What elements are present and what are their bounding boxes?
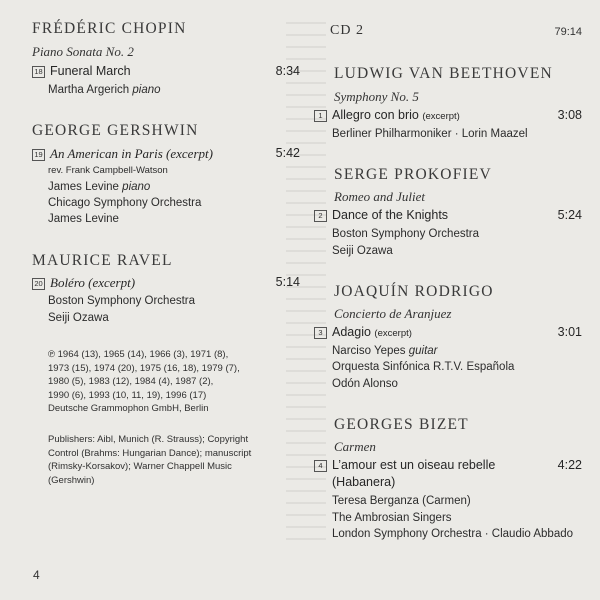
- performer: Orquesta Sinfónica R.T.V. Española: [332, 361, 515, 373]
- performer: James Levine piano: [48, 181, 151, 193]
- copyright-notice: ℗ 1964 (13), 1965 (14), 1966 (3), 1971 (8), 1973 (15), 1974 (20), 1975 (16, 18), 1979 (7), 1980 (5), 1983 (12), 1984 (4), 1987 (2), 1990 (6), 1993 (10, 11, 19), 1996 (17) Deutsche Grammophon GmbH, Berlin: [48, 349, 240, 415]
- track-qualifier: (excerpt): [422, 111, 460, 122]
- track-number: 3: [314, 327, 327, 339]
- work-title: Piano Sonata No. 2: [32, 44, 134, 59]
- track-number: 18: [32, 66, 45, 78]
- performer: Teresa Berganza (Carmen): [332, 495, 471, 507]
- track-title: Allegro con brio: [332, 108, 419, 122]
- composer-heading: GEORGES BIZET: [334, 416, 469, 433]
- cd-total-time: 79:14: [554, 26, 582, 38]
- track-title: Adagio: [332, 325, 371, 339]
- cd-title: CD 2: [330, 23, 364, 38]
- track-title: An American in Paris (excerpt): [50, 146, 213, 161]
- composer-heading: FRÉDÉRIC CHOPIN: [32, 20, 187, 37]
- track-title: L’amour est un oiseau rebelle: [332, 458, 496, 472]
- track-number: 2: [314, 210, 327, 222]
- track-row: [314, 458, 582, 472]
- performer: Martha Argerich piano: [48, 84, 161, 96]
- work-title: Romeo and Juliet: [334, 189, 425, 204]
- track-row: [32, 275, 300, 291]
- track-row: [32, 64, 300, 78]
- track-row: [314, 325, 582, 339]
- performer: Seiji Ozawa: [48, 312, 109, 324]
- performer: Odón Alonso: [332, 378, 398, 390]
- arrangement-note: rev. Frank Campbell-Watson: [48, 165, 168, 176]
- publishers-notice: Publishers: Aibl, Munich (R. Strauss); Copyright Control (Brahms: Hungarian Dance); manuscript (Rimsky-Korsakov); Warner Chappell Music (Gershwin): [48, 434, 252, 486]
- performer: Boston Symphony Orchestra: [48, 295, 196, 307]
- track-number: 20: [32, 278, 45, 290]
- performer: Narciso Yepes guitar: [332, 345, 438, 357]
- track-row: [314, 208, 582, 222]
- performer: Berliner Philharmoniker · Lorin Maazel: [332, 128, 528, 140]
- track-duration: 5:42: [275, 146, 300, 160]
- page-number: 4: [33, 568, 40, 582]
- track-qualifier: (excerpt): [374, 328, 412, 339]
- track-title-continued: (Habanera): [332, 475, 396, 489]
- track-duration: 5:24: [557, 208, 582, 222]
- track-duration: 5:14: [275, 275, 300, 289]
- work-title: Concierto de Aranjuez: [334, 306, 452, 321]
- track-number: 4: [314, 460, 327, 472]
- track-number: 19: [32, 149, 45, 161]
- track-title: Dance of the Knights: [332, 208, 449, 222]
- track-duration: 3:01: [557, 325, 582, 339]
- track-number: 1: [314, 110, 327, 122]
- work-title: Carmen: [334, 439, 376, 454]
- composer-heading: MAURICE RAVEL: [32, 252, 173, 269]
- track-title: Boléro (excerpt): [50, 275, 136, 290]
- composer-heading: SERGE PROKOFIEV: [334, 166, 492, 183]
- performer: Boston Symphony Orchestra: [332, 228, 480, 240]
- performer: The Ambrosian Singers: [332, 512, 452, 524]
- composer-heading: LUDWIG VAN BEETHOVEN: [334, 65, 553, 82]
- performer: James Levine: [48, 213, 119, 225]
- track-row: [314, 108, 582, 122]
- track-duration: 3:08: [557, 108, 582, 122]
- track-duration: 8:34: [275, 64, 300, 78]
- performer: Chicago Symphony Orchestra: [48, 197, 202, 209]
- work-title: Symphony No. 5: [334, 89, 419, 104]
- performer: Seiji Ozawa: [332, 245, 393, 257]
- track-duration: 4:22: [557, 458, 582, 472]
- composer-heading: GEORGE GERSHWIN: [32, 122, 199, 139]
- performer: London Symphony Orchestra · Claudio Abbado: [332, 528, 574, 540]
- composer-heading: JOAQUÍN RODRIGO: [334, 283, 494, 300]
- track-title: Funeral March: [50, 64, 131, 78]
- track-row: [32, 146, 300, 162]
